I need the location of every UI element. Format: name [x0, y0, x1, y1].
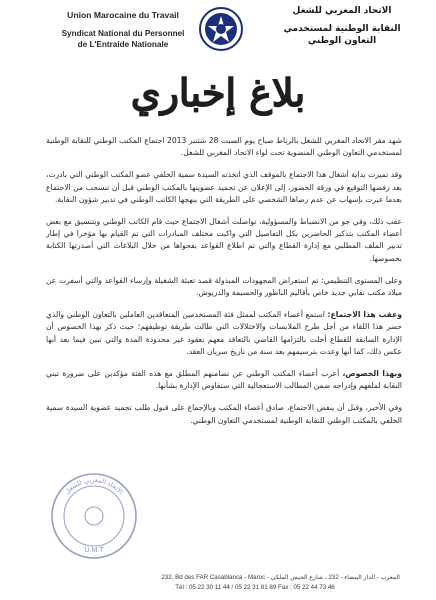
entraide-name-fr: de L'Entraide Nationale — [77, 40, 169, 49]
union-name-ar: الاتحاد المغربي للشغل — [292, 6, 392, 16]
syndicate-name-ar: النقابة الوطنية لمستخدمي — [283, 24, 401, 34]
paragraph-2: وقد تميزت بداية أشغال هذا الاجتماع بالموقف الذي اتخذته السيدة سمية الخلفي عضو المكتب الوطني التي بادرت، بعد رفضها التوقيع في ورقة الحضور، إلى الإعلان عن تجميد عضويتها بالمكتب الوطني قبل أن تنسحب من الاجتماع بعدما عبرت بإسهاب عن عدم رضاها الشخصي على الطريقة التي ينهجها الكاتب الوطني في تدبير شؤون النقابة. — [46, 170, 402, 204]
umt-logo — [198, 6, 244, 52]
paragraph-5-lead: وعقب هذا الاجتماع: — [327, 310, 402, 320]
paragraph-5 — [46, 309, 402, 358]
header-arabic — [262, 6, 422, 46]
document-title: بلاغ إخباري — [130, 70, 306, 115]
footer-address: 232, Bd des FAR Casablanca - Maroc - المغرب - الدار البيضاء - 232 ، شارع الجيش الملكي — [161, 574, 400, 581]
stamp-text-bottom: U.M.T — [84, 547, 104, 554]
stamp-text-top: الاتحاد المغربي للشغل — [63, 475, 125, 496]
syndicate-name-fr: Syndicat National du Personnel — [61, 29, 185, 38]
official-stamp — [46, 470, 142, 562]
paragraph-7: وفي الأخير، وقبل أن ينفض الاجتماع، صادق أعضاء المكتب وبالإجماع على قبول طلب تجميد عضوية السيدة سمية الخلفي بالمكتب الوطني للنقابة الوطنية لمستخدمي التعاون الوطني. — [46, 403, 402, 425]
paragraph-5-text: استمع أعضاء المكتب لممثل فئة المستخدمين المتعاقدين العاملين بالتعاون الوطني والذي حضر هذا اللقاء من أجل طرح الملابسات والاختلالات التي طالت طريقة توظيفهم؛ حيث ذكر بهذا الخصوص أن الإدارة السابقة للقطاع أخلت بالتزامها القاضي بالتعاقد معهم بعقود غير محدودة المدة والتي تبين فيما بعد أنها عكس ذلك، كما أنها وعدت بترسيمهم بعد سنة من تاريخ سريان العقد. — [46, 310, 402, 356]
union-name-fr: Union Marocaine du Travail — [67, 10, 179, 20]
paragraph-6-text: أعرب أعضاء المكتب الوطني عن تضامنهم المطلق مع هذه الفئة مؤكدين على ضرورة تبني النقابة لملفهم وإدراجه ضمن المطالب الاستعجالية التي ستفاوض الإدارة بشأنها. — [46, 369, 402, 391]
header-french — [38, 4, 208, 49]
entraide-name-ar: التعاون الوطني — [307, 36, 377, 46]
paragraph-6-lead: وبهذا الخصوص، — [342, 369, 402, 379]
footer-contact: Tél : 05 22 30 11 44 / 05 22 31 81 89 Fax : 05 22 44 73 46 — [175, 584, 335, 591]
paragraph-3: عقب ذلك، وفي جو من الانضباط والمسؤولية، تواصلت أشغال الاجتماع حيث قام الكاتب الوطني وبتنسيق مع بعض أعضاء المكتب بتذكير الحاضرين بكل التفاصيل التي واكبت مختلف المبادرات التي تم القيام بها مؤخرا في إطار تدبير الملف المطلبي مع إدارة القطاع والتي تم اطلاع القواعد بفحواها من خلال البلاغات التي أصدرتها الكتابة بخصوصها. — [46, 217, 402, 263]
communique-body — [46, 135, 402, 437]
paragraph-1: شهد مقر الاتحاد المغربي للشغل بالرباط صباح يوم السبت 28 شتنبر 2013 اجتماع المكتب الوطني للنقابة الوطنية لمستخدمي التعاون الوطني المنضوية تحت لواء الاتحاد المغربي للشغل. — [46, 136, 402, 158]
paragraph-6 — [46, 368, 402, 392]
paragraph-4: وعلى المستوى التنظيمي: تم استعراض المجهودات المبذولة قصد تعبئة الشغيلة وإرساء القواعد والتي أسفرت عن ميلاد مكتب نقابي جديد خاص بأقاليم الناظور والحسيمة والدريوش. — [46, 275, 402, 298]
